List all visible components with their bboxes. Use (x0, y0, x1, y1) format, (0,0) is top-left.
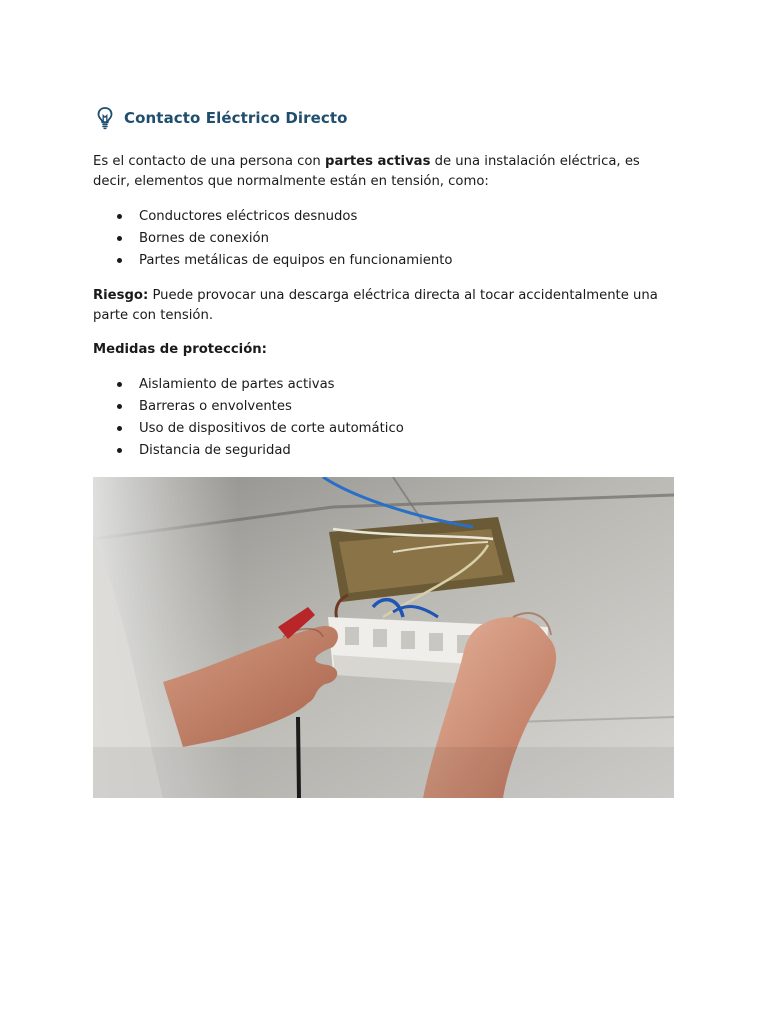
list-item: Partes metálicas de equipos en funcionamiento (139, 250, 675, 272)
examples-list (93, 206, 675, 272)
list-item: Barreras o envolventes (139, 396, 675, 418)
section-heading (93, 104, 675, 132)
intro-paragraph (93, 152, 675, 192)
lightbulb-icon (96, 106, 114, 130)
document-page (93, 104, 675, 476)
risk-label: Riesgo: (93, 288, 149, 303)
protection-list (93, 374, 675, 462)
list-item: Distancia de seguridad (139, 440, 675, 462)
intro-bold-term: partes activas (325, 154, 431, 169)
protection-label: Medidas de protección: (93, 342, 267, 357)
list-item: Bornes de conexión (139, 228, 675, 250)
list-item: Aislamiento de partes activas (139, 374, 675, 396)
protection-heading (93, 340, 675, 360)
risk-text: Puede provocar una descarga eléctrica directa al tocar accidentalmente una parte con tensión. (93, 288, 658, 323)
wiring-photo (93, 477, 674, 798)
page-title: Contacto Eléctrico Directo (124, 109, 348, 127)
intro-text-end: de una instalación eléctrica, es decir, elementos que normalmente están en tensión, como: (93, 154, 640, 189)
list-item: Conductores eléctricos desnudos (139, 206, 675, 228)
risk-paragraph (93, 286, 675, 326)
intro-text-start: Es el contacto de una persona con (93, 154, 325, 169)
list-item: Uso de dispositivos de corte automático (139, 418, 675, 440)
